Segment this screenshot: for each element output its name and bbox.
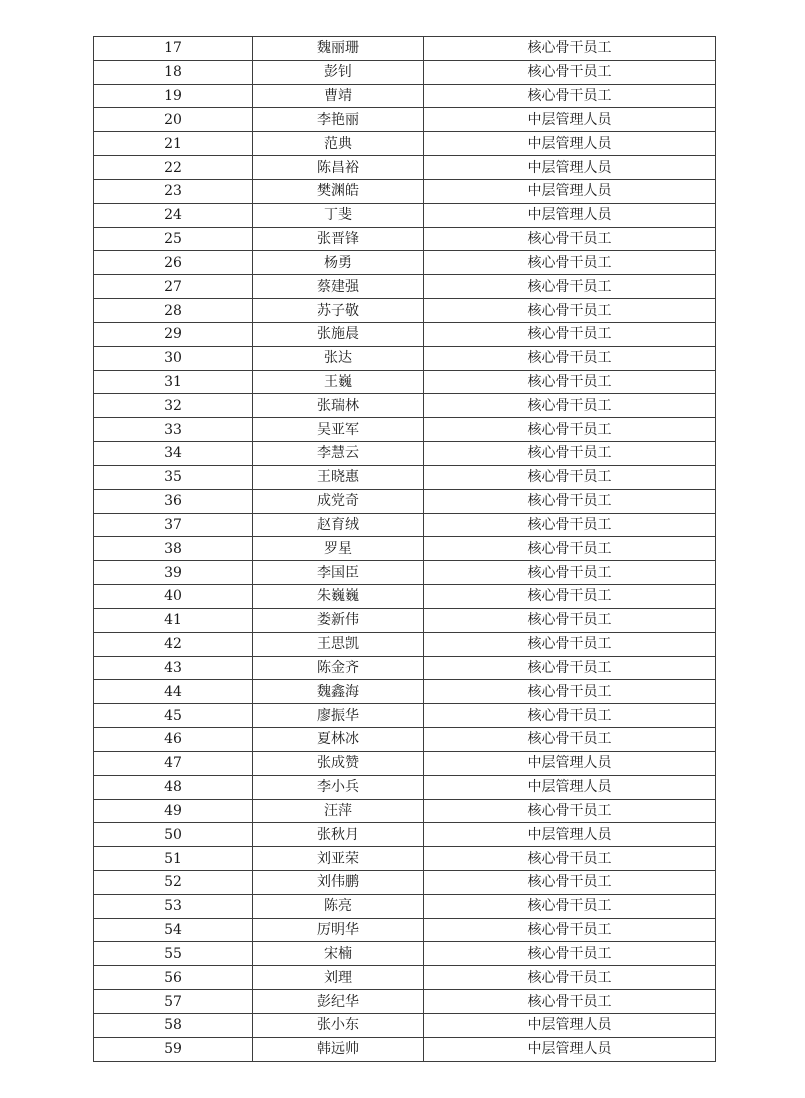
table-row [94,751,716,775]
employee-category-cell: 中层管理人员 [424,1037,716,1061]
table-row [94,179,716,203]
table-row [94,942,716,966]
table-row [94,966,716,990]
row-number-cell: 29 [94,322,253,346]
table-row [94,346,716,370]
table-row [94,60,716,84]
employee-name-cell: 夏林冰 [253,728,424,752]
employee-name-cell: 张瑞林 [253,394,424,418]
employee-category-cell: 核心骨干员工 [424,394,716,418]
employee-name-cell: 陈金齐 [253,656,424,680]
employee-category-cell: 核心骨干员工 [424,632,716,656]
table-row [94,918,716,942]
employee-category-cell: 中层管理人员 [424,751,716,775]
employee-name-cell: 罗星 [253,537,424,561]
table-row [94,108,716,132]
employee-category-cell: 核心骨干员工 [424,84,716,108]
row-number-cell: 18 [94,60,253,84]
table-row [94,680,716,704]
row-number-cell: 58 [94,1013,253,1037]
row-number-cell: 41 [94,608,253,632]
employee-name-cell: 赵育绒 [253,513,424,537]
employee-name-cell: 丁斐 [253,203,424,227]
row-number-cell: 23 [94,179,253,203]
employee-name-cell: 王巍 [253,370,424,394]
row-number-cell: 51 [94,847,253,871]
employee-name-cell: 张秋月 [253,823,424,847]
table-row [94,37,716,61]
table-row [94,823,716,847]
employee-category-cell: 核心骨干员工 [424,656,716,680]
table-row [94,394,716,418]
employee-category-cell: 核心骨干员工 [424,227,716,251]
employee-category-cell: 核心骨干员工 [424,942,716,966]
row-number-cell: 48 [94,775,253,799]
table-row [94,1013,716,1037]
employee-name-cell: 魏丽珊 [253,37,424,61]
row-number-cell: 43 [94,656,253,680]
row-number-cell: 52 [94,870,253,894]
employee-name-cell: 李国臣 [253,561,424,585]
table-row [94,513,716,537]
employee-category-cell: 核心骨干员工 [424,60,716,84]
employee-category-cell: 核心骨干员工 [424,728,716,752]
table-row [94,1037,716,1061]
employee-name-cell: 朱巍巍 [253,585,424,609]
employee-table [93,36,716,1062]
employee-name-cell: 张成赞 [253,751,424,775]
table-row [94,418,716,442]
table-row [94,156,716,180]
employee-category-cell: 中层管理人员 [424,179,716,203]
table-row [94,275,716,299]
employee-name-cell: 刘亚荣 [253,847,424,871]
employee-table-body [94,37,716,1062]
employee-name-cell: 魏鑫海 [253,680,424,704]
employee-name-cell: 娄新伟 [253,608,424,632]
row-number-cell: 56 [94,966,253,990]
employee-name-cell: 吴亚军 [253,418,424,442]
row-number-cell: 35 [94,465,253,489]
row-number-cell: 24 [94,203,253,227]
employee-name-cell: 李艳丽 [253,108,424,132]
employee-name-cell: 陈昌裕 [253,156,424,180]
employee-category-cell: 核心骨干员工 [424,799,716,823]
employee-category-cell: 核心骨干员工 [424,990,716,1014]
table-row [94,847,716,871]
row-number-cell: 21 [94,132,253,156]
employee-category-cell: 核心骨干员工 [424,608,716,632]
employee-category-cell: 核心骨干员工 [424,537,716,561]
row-number-cell: 31 [94,370,253,394]
table-row [94,894,716,918]
employee-name-cell: 张达 [253,346,424,370]
row-number-cell: 45 [94,704,253,728]
employee-category-cell: 中层管理人员 [424,132,716,156]
table-row [94,132,716,156]
employee-name-cell: 陈亮 [253,894,424,918]
employee-category-cell: 核心骨干员工 [424,894,716,918]
row-number-cell: 57 [94,990,253,1014]
employee-name-cell: 樊渊皓 [253,179,424,203]
employee-category-cell: 核心骨干员工 [424,561,716,585]
employee-category-cell: 核心骨干员工 [424,418,716,442]
row-number-cell: 54 [94,918,253,942]
employee-name-cell: 蔡建强 [253,275,424,299]
row-number-cell: 53 [94,894,253,918]
employee-name-cell: 彭纪华 [253,990,424,1014]
row-number-cell: 22 [94,156,253,180]
employee-category-cell: 核心骨干员工 [424,585,716,609]
employee-name-cell: 廖振华 [253,704,424,728]
employee-category-cell: 核心骨干员工 [424,680,716,704]
table-row [94,489,716,513]
employee-name-cell: 张施晨 [253,322,424,346]
employee-name-cell: 成党奇 [253,489,424,513]
table-row [94,203,716,227]
row-number-cell: 28 [94,299,253,323]
employee-name-cell: 彭钊 [253,60,424,84]
row-number-cell: 34 [94,442,253,466]
row-number-cell: 40 [94,585,253,609]
employee-name-cell: 王晓惠 [253,465,424,489]
employee-name-cell: 宋楠 [253,942,424,966]
table-row [94,537,716,561]
row-number-cell: 25 [94,227,253,251]
employee-name-cell: 刘伟鹏 [253,870,424,894]
row-number-cell: 50 [94,823,253,847]
employee-category-cell: 核心骨干员工 [424,370,716,394]
employee-category-cell: 核心骨干员工 [424,465,716,489]
employee-name-cell: 厉明华 [253,918,424,942]
employee-name-cell: 范典 [253,132,424,156]
employee-category-cell: 核心骨干员工 [424,847,716,871]
table-row [94,990,716,1014]
table-row [94,442,716,466]
employee-category-cell: 核心骨干员工 [424,489,716,513]
employee-category-cell: 核心骨干员工 [424,37,716,61]
employee-category-cell: 中层管理人员 [424,203,716,227]
employee-name-cell: 韩远帅 [253,1037,424,1061]
table-row [94,84,716,108]
employee-name-cell: 张晋锋 [253,227,424,251]
table-row [94,608,716,632]
employee-category-cell: 核心骨干员工 [424,251,716,275]
employee-category-cell: 核心骨干员工 [424,322,716,346]
row-number-cell: 59 [94,1037,253,1061]
employee-name-cell: 李小兵 [253,775,424,799]
table-row [94,227,716,251]
row-number-cell: 26 [94,251,253,275]
employee-name-cell: 张小东 [253,1013,424,1037]
row-number-cell: 38 [94,537,253,561]
table-row [94,775,716,799]
row-number-cell: 32 [94,394,253,418]
employee-category-cell: 核心骨干员工 [424,346,716,370]
row-number-cell: 46 [94,728,253,752]
employee-category-cell: 中层管理人员 [424,156,716,180]
table-row [94,656,716,680]
table-row [94,704,716,728]
row-number-cell: 42 [94,632,253,656]
employee-name-cell: 苏子敬 [253,299,424,323]
row-number-cell: 30 [94,346,253,370]
employee-name-cell: 杨勇 [253,251,424,275]
employee-category-cell: 核心骨干员工 [424,966,716,990]
row-number-cell: 37 [94,513,253,537]
row-number-cell: 44 [94,680,253,704]
row-number-cell: 36 [94,489,253,513]
employee-category-cell: 核心骨干员工 [424,442,716,466]
table-row [94,799,716,823]
row-number-cell: 20 [94,108,253,132]
row-number-cell: 19 [94,84,253,108]
table-row [94,370,716,394]
table-row [94,251,716,275]
employee-name-cell: 李慧云 [253,442,424,466]
table-row [94,728,716,752]
row-number-cell: 39 [94,561,253,585]
employee-category-cell: 中层管理人员 [424,1013,716,1037]
table-row [94,465,716,489]
table-row [94,299,716,323]
employee-name-cell: 曹靖 [253,84,424,108]
employee-category-cell: 中层管理人员 [424,108,716,132]
row-number-cell: 27 [94,275,253,299]
table-row [94,322,716,346]
employee-category-cell: 中层管理人员 [424,823,716,847]
row-number-cell: 17 [94,37,253,61]
employee-name-cell: 刘理 [253,966,424,990]
employee-name-cell: 王思凯 [253,632,424,656]
employee-category-cell: 核心骨干员工 [424,275,716,299]
employee-category-cell: 核心骨干员工 [424,513,716,537]
row-number-cell: 55 [94,942,253,966]
row-number-cell: 47 [94,751,253,775]
table-row [94,561,716,585]
row-number-cell: 33 [94,418,253,442]
employee-category-cell: 核心骨干员工 [424,918,716,942]
employee-category-cell: 中层管理人员 [424,775,716,799]
employee-category-cell: 核心骨干员工 [424,299,716,323]
employee-category-cell: 核心骨干员工 [424,870,716,894]
employee-category-cell: 核心骨干员工 [424,704,716,728]
table-row [94,632,716,656]
employee-name-cell: 汪萍 [253,799,424,823]
table-row [94,585,716,609]
table-row [94,870,716,894]
row-number-cell: 49 [94,799,253,823]
